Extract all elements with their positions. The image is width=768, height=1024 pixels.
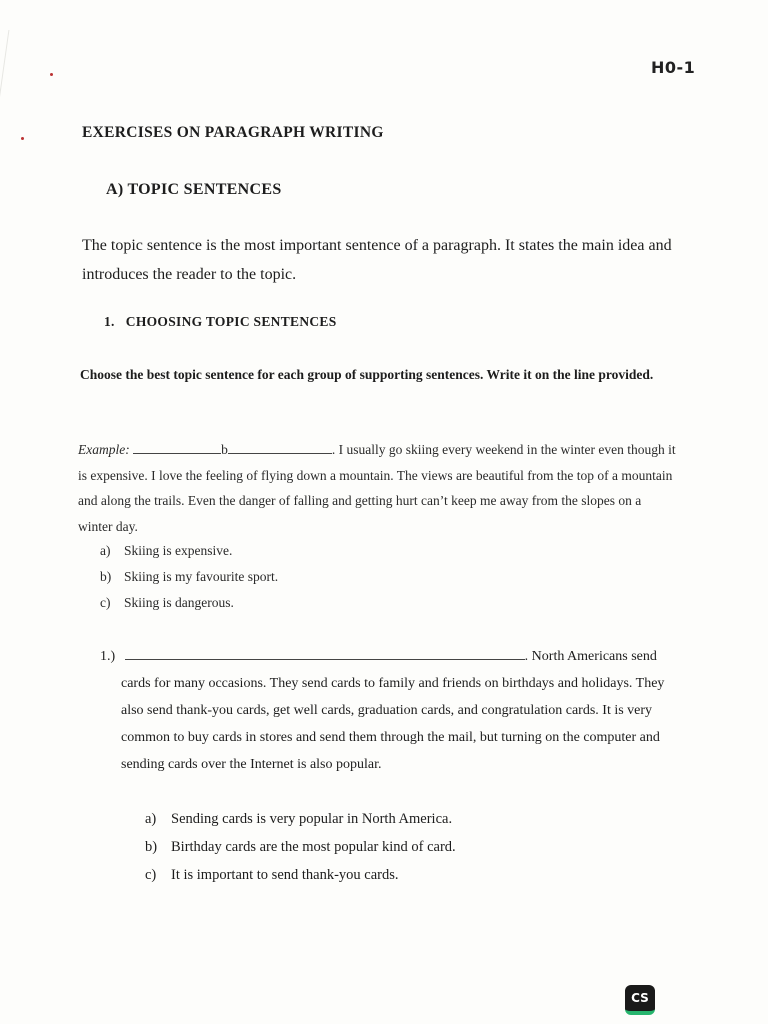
list-item: a) Skiing is expensive. — [100, 543, 233, 558]
speck-mark — [50, 73, 53, 76]
answer-line[interactable] — [125, 647, 525, 660]
list-item: b) Skiing is my favourite sport. — [100, 569, 279, 584]
example-options — [100, 538, 278, 616]
question-1-text: cards for many occasions. They send cards to family and friends on birthdays and holidays. They also send thank-you cards, get well cards, graduation cards, and congratulation cards. It is very common to buy cards in stores and send them through the mail, but turning on the computer and sending cards over the Internet is also popular. — [121, 676, 665, 772]
question-number: 1.) — [100, 649, 116, 664]
example-text: . I usually go skiing every weekend in the winter even though it is expensive. I love the feeling of flying down a mountain. The views are beautiful from the top of a mountain and along the trails. Even the danger of falling and getting hurt can’t keep me away from the slopes on a winter day. — [78, 442, 676, 534]
question-1-options — [145, 805, 456, 889]
part-heading — [104, 314, 337, 330]
intro-paragraph: The topic sentence is the most important sentence of a paragraph. It states the main idea and introduces the reader to the topic. — [82, 237, 672, 283]
question-1-first-line — [100, 643, 690, 670]
example-label: Example: — [78, 442, 130, 457]
list-item: c) Skiing is dangerous. — [100, 595, 234, 610]
part-number: 1. — [104, 314, 115, 329]
handwritten-code: H0-1 — [651, 58, 696, 77]
part-title: CHOOSING TOPIC SENTENCES — [125, 314, 337, 329]
section-title: A) TOPIC SENTENCES — [106, 181, 282, 198]
list-item: b) Birthday cards are the most popular kind of card. — [145, 839, 456, 855]
question-1 — [100, 643, 690, 778]
instructions: Choose the best topic sentence for each group of supporting sentences. Write it on the line provided. — [80, 367, 654, 382]
example-answer: b — [221, 442, 228, 457]
list-item: c) It is important to send thank-you cards. — [145, 867, 399, 883]
speck-mark — [21, 137, 24, 140]
camscanner-logo: CS — [625, 985, 655, 1015]
answer-line — [228, 441, 332, 454]
example-paragraph — [78, 437, 678, 539]
answer-line — [133, 441, 221, 454]
question-lead: . North Americans send — [524, 649, 657, 664]
page-title: EXERCISES ON PARAGRAPH WRITING — [82, 124, 384, 141]
list-item: a) Sending cards is very popular in North America. — [145, 811, 453, 827]
page-edge-shadow — [0, 30, 31, 150]
